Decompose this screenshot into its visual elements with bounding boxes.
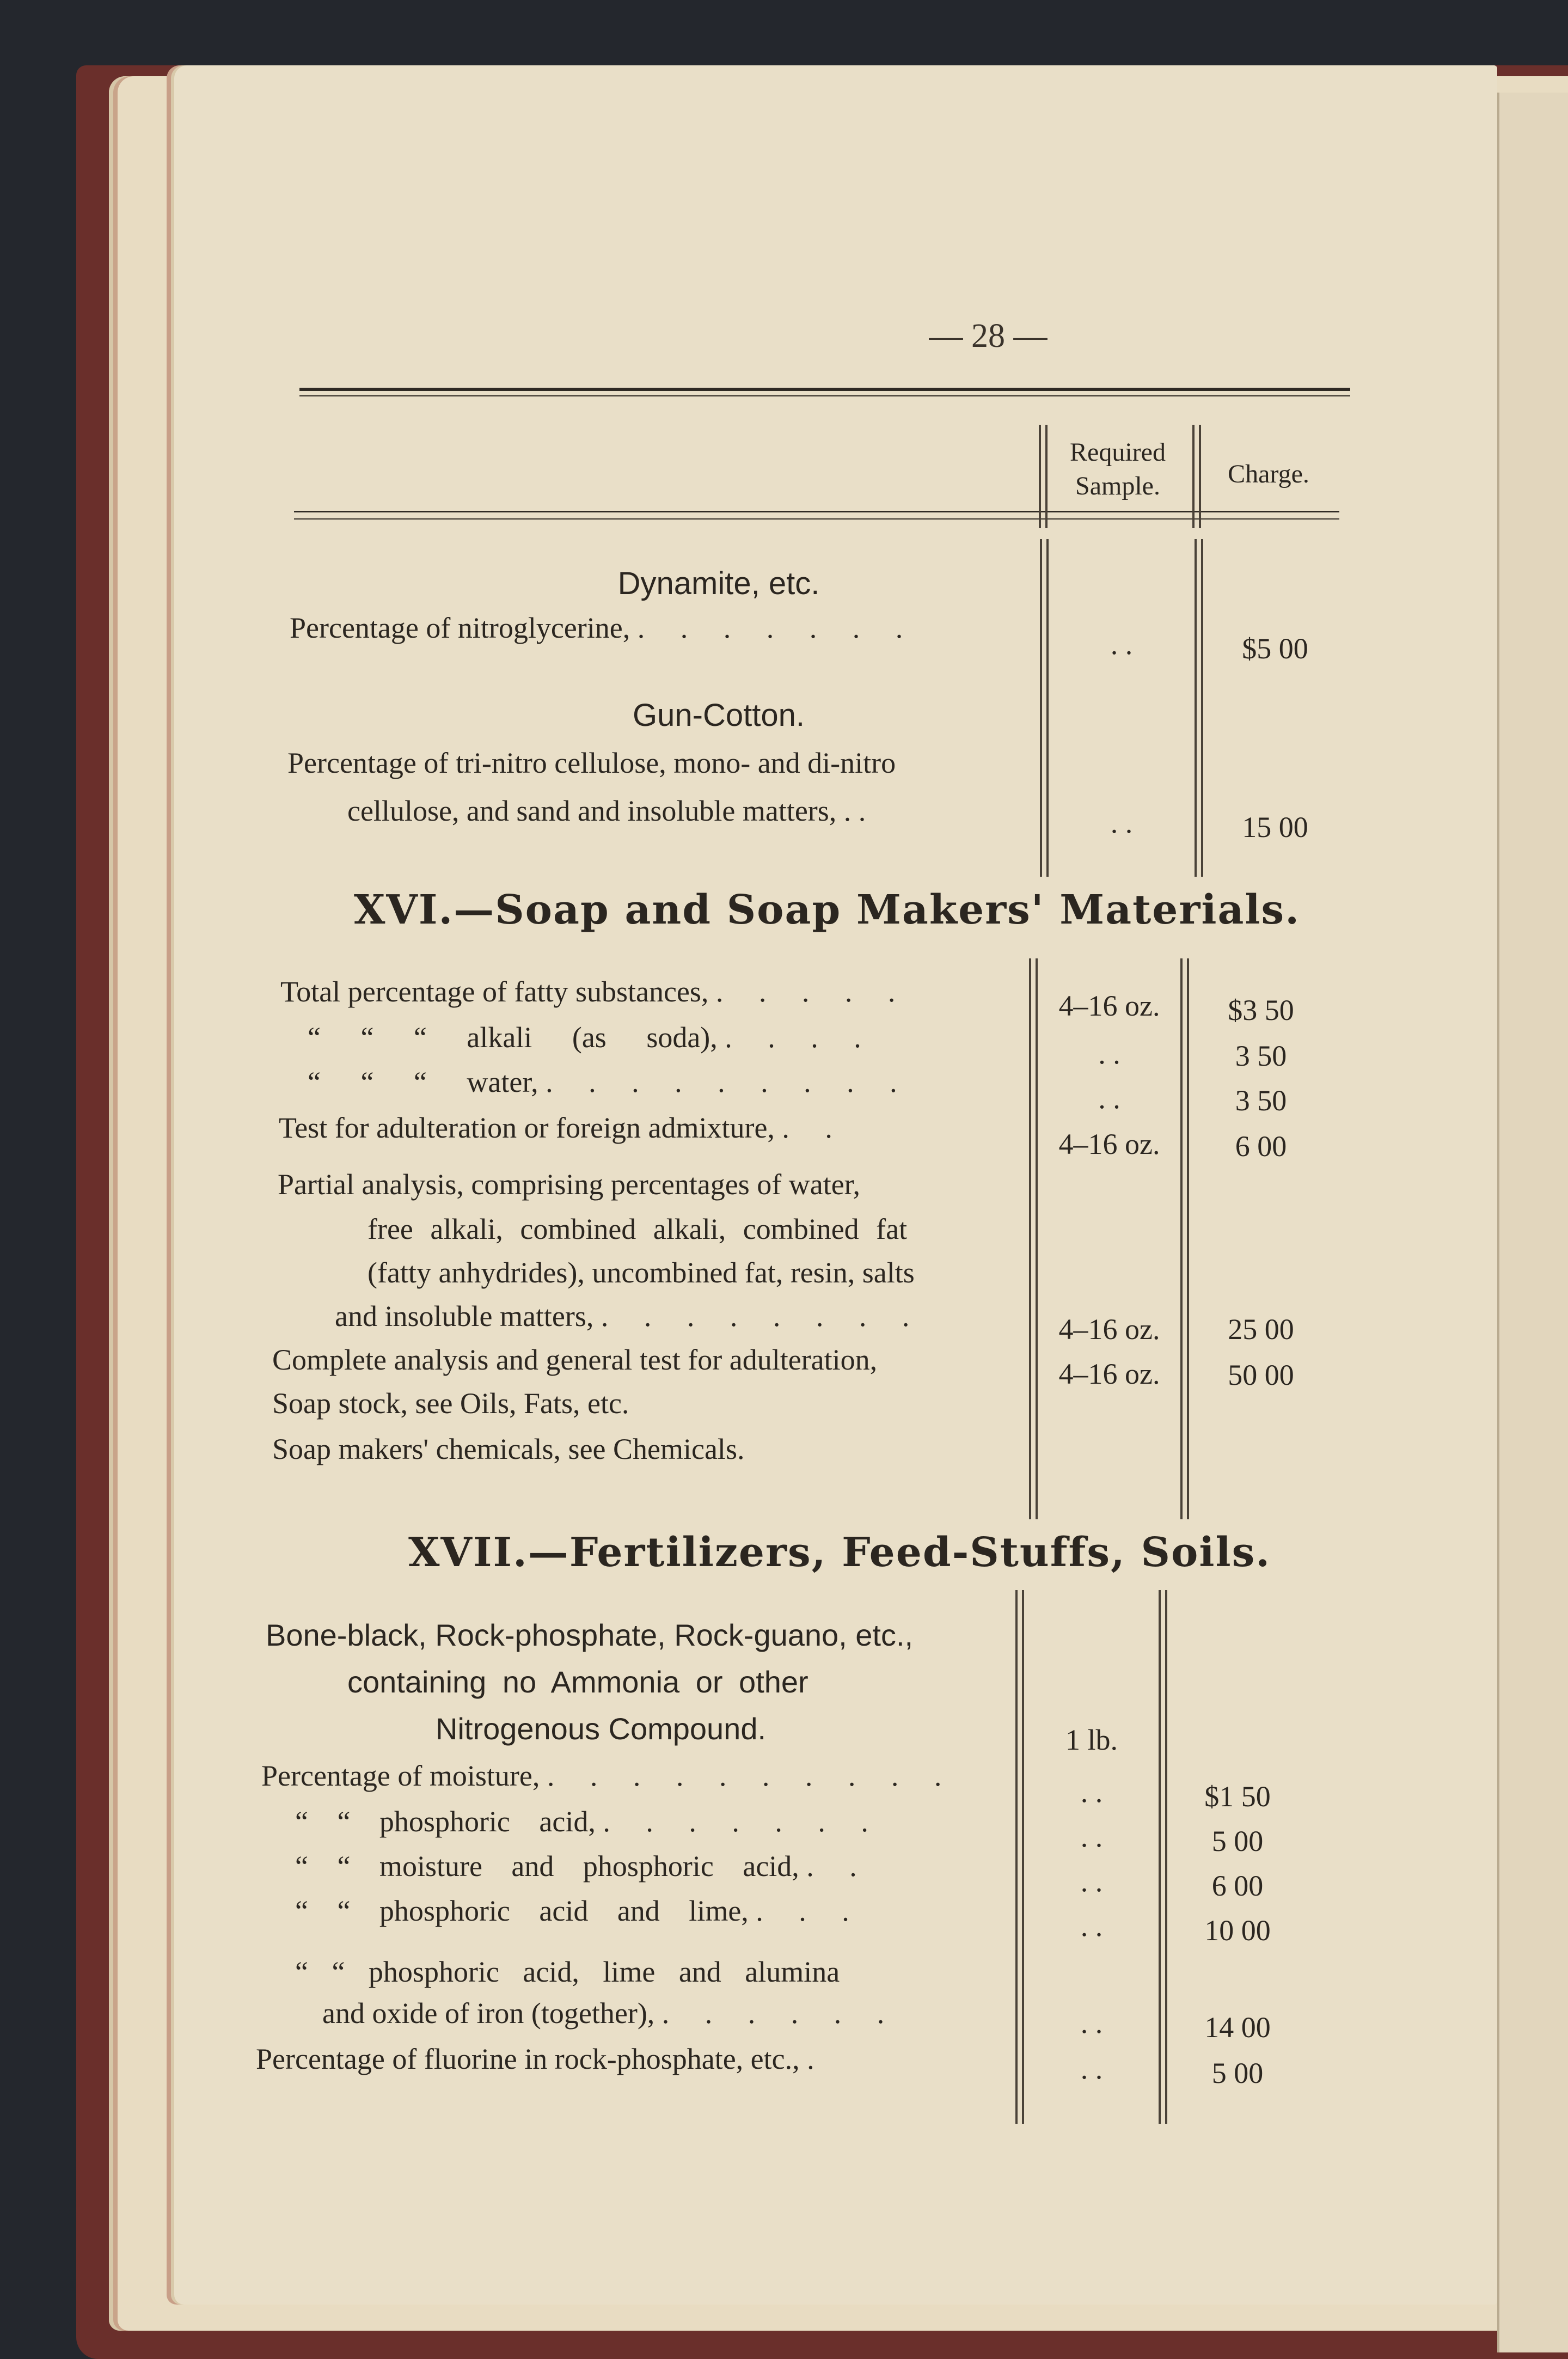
table-row — [295, 1849, 871, 1883]
row-charge: 50 00 — [1228, 1359, 1294, 1391]
row-charge: 6 00 — [1235, 1130, 1287, 1163]
row-sample: . . — [1080, 1865, 1103, 1898]
row-charge: 10 00 — [1204, 1914, 1271, 1947]
column-rule — [1039, 425, 1041, 528]
table-row — [261, 1759, 955, 1793]
row-text: Soap makers' chemicals, see Chemicals. — [272, 1433, 745, 1465]
section-17-title: XVII.—Fertilizers, Feed-Stuffs, Soils. — [408, 1529, 1271, 1576]
header-top-rule-thin — [299, 395, 1350, 396]
row-sample: . . — [1080, 2052, 1103, 2085]
row-leader-dots: . . . . . . . — [637, 612, 917, 644]
row-text: Test for adulteration or foreign admixture, — [279, 1111, 775, 1144]
column-rule — [1040, 539, 1042, 877]
row-text: “ “ phosphoric acid and lime, — [295, 1894, 749, 1927]
row-text: Percentage of nitroglycerine, — [290, 612, 630, 644]
row-sample: . . — [1080, 1910, 1103, 1942]
table-row — [290, 611, 917, 645]
table-row — [295, 1894, 863, 1928]
row-leader-dots: . . . . — [725, 1021, 875, 1054]
row-text: and insoluble matters, — [335, 1300, 594, 1333]
column-rule — [1015, 1590, 1018, 2124]
row-sample: . . — [1098, 1037, 1120, 1070]
column-rule — [1159, 1590, 1161, 2124]
row-leader-dots: . . . . . . . . . — [546, 1066, 911, 1098]
row-sample: . . — [1098, 1082, 1120, 1115]
row-text: Total percentage of fatty substances, — [280, 975, 709, 1008]
row-text: (fatty anhydrides), uncombined fat, resin, salts — [367, 1256, 915, 1289]
guncotton-sample: . . — [1110, 806, 1133, 839]
row-charge: $3 50 — [1228, 994, 1294, 1026]
row-leader-dots: . . . . . . — [661, 1997, 899, 2030]
column-rule — [1201, 539, 1203, 877]
guncotton-heading: Gun-Cotton. — [633, 698, 805, 733]
row-leader-dots: . . . . . — [715, 975, 910, 1008]
table-row — [272, 1432, 744, 1466]
row-leader-dots: . — [858, 795, 880, 827]
table-row — [256, 2042, 829, 2076]
row-charge: 25 00 — [1228, 1313, 1294, 1346]
table-row — [272, 1343, 877, 1377]
guncotton-row-line1: Percentage of tri-nitro cellulose, mono- and di-nitro — [287, 747, 896, 779]
row-text: Percentage of moisture, — [261, 1759, 540, 1792]
column-rule — [1022, 1590, 1024, 2124]
group-sample: 1 lb. — [1065, 1724, 1118, 1756]
row-leader-dots: . . — [782, 1111, 847, 1144]
row-sample: 4–16 oz. — [1058, 1128, 1160, 1160]
row-sample: 4–16 oz. — [1058, 1358, 1160, 1390]
row-charge: 14 00 — [1204, 2011, 1271, 2044]
header-bottom-rule-thin — [294, 518, 1339, 520]
table-row — [279, 1111, 847, 1145]
table-row — [295, 1805, 883, 1838]
row-text: cellulose, and sand and insoluble matters, . — [347, 795, 852, 827]
guncotton-row-line2 — [347, 794, 880, 828]
page-number: — 28 — — [929, 317, 1048, 355]
group-heading-line1: Bone-black, Rock-phosphate, Rock-guano, etc., — [266, 1618, 914, 1652]
row-text: “ “ phosphoric acid, lime and alumina — [295, 1955, 840, 1988]
row-sample: . . — [1080, 1776, 1103, 1808]
table-row — [295, 1955, 840, 1989]
row-sample: . . — [1080, 2007, 1103, 2039]
row-sample: . . — [1110, 628, 1133, 661]
row-sample: 4–16 oz. — [1058, 1313, 1160, 1346]
column-rule — [1180, 958, 1183, 1519]
row-text: “ “ “ water, — [308, 1066, 538, 1098]
row-text: Partial analysis, comprising percentages of water, — [278, 1168, 860, 1201]
book-page — [174, 65, 1497, 2305]
row-text: “ “ moisture and phosphoric acid, — [295, 1850, 799, 1883]
row-leader-dots: . . . . . . . . — [601, 1300, 924, 1333]
table-row — [308, 1020, 875, 1054]
guncotton-charge: 15 00 — [1242, 811, 1308, 844]
column-header-sample — [1044, 436, 1191, 503]
row-charge: 3 50 — [1235, 1040, 1287, 1072]
row-text: Complete analysis and general test for adulteration, — [272, 1343, 878, 1376]
row-text: “ “ phosphoric acid, — [295, 1805, 596, 1838]
facing-page-edge — [1497, 93, 1568, 2352]
row-leader-dots: . — [807, 2043, 829, 2075]
row-charge: $5 00 — [1242, 632, 1308, 665]
column-rule — [1192, 425, 1195, 528]
column-header-sample-line2: Sample. — [1075, 472, 1160, 500]
row-charge: $1 50 — [1204, 1780, 1271, 1813]
column-rule — [1036, 958, 1038, 1519]
table-row — [367, 1212, 907, 1246]
header-bottom-rule — [294, 511, 1339, 512]
table-row — [367, 1256, 915, 1289]
row-leader-dots: . . . . . . . — [603, 1805, 883, 1838]
header-top-rule — [299, 388, 1350, 391]
group-heading-line3: Nitrogenous Compound. — [436, 1712, 767, 1746]
section-16-title: XVI.—Soap and Soap Makers' Materials. — [354, 887, 1300, 933]
column-rule — [1046, 539, 1049, 877]
row-leader-dots: . . . . . . . . . . — [547, 1759, 956, 1792]
row-text: Soap stock, see Oils, Fats, etc. — [272, 1387, 629, 1420]
table-row — [335, 1299, 923, 1333]
row-sample: 4–16 oz. — [1058, 989, 1160, 1022]
table-row — [308, 1065, 911, 1099]
row-charge: 5 00 — [1211, 1825, 1264, 1857]
group-heading-line2: containing no Ammonia or other — [347, 1665, 808, 1699]
column-rule — [1029, 958, 1031, 1519]
column-rule — [1045, 425, 1048, 528]
table-row — [322, 1996, 898, 2030]
row-text: and oxide of iron (together), — [322, 1997, 655, 2030]
column-rule — [1165, 1590, 1167, 2124]
row-sample: . . — [1080, 1820, 1103, 1853]
table-row — [280, 975, 909, 1009]
row-text: free alkali, combined alkali, combined fat — [367, 1213, 908, 1245]
column-rule — [1187, 958, 1189, 1519]
row-leader-dots: . . . — [756, 1894, 863, 1927]
row-text: Percentage of fluorine in rock-phosphate, etc., — [256, 2043, 800, 2075]
column-header-charge: Charge. — [1228, 460, 1309, 488]
table-row — [272, 1386, 629, 1420]
column-header-sample-line1: Required — [1070, 438, 1166, 467]
column-rule — [1195, 539, 1197, 877]
row-charge: 3 50 — [1235, 1084, 1287, 1117]
dynamite-heading: Dynamite, etc. — [617, 566, 820, 601]
row-charge: 5 00 — [1211, 2057, 1264, 2089]
column-rule — [1199, 425, 1201, 528]
row-charge: 6 00 — [1211, 1869, 1264, 1902]
row-leader-dots: . . — [806, 1850, 871, 1883]
table-row — [278, 1168, 860, 1201]
row-text: “ “ “ alkali (as soda), — [308, 1021, 718, 1054]
